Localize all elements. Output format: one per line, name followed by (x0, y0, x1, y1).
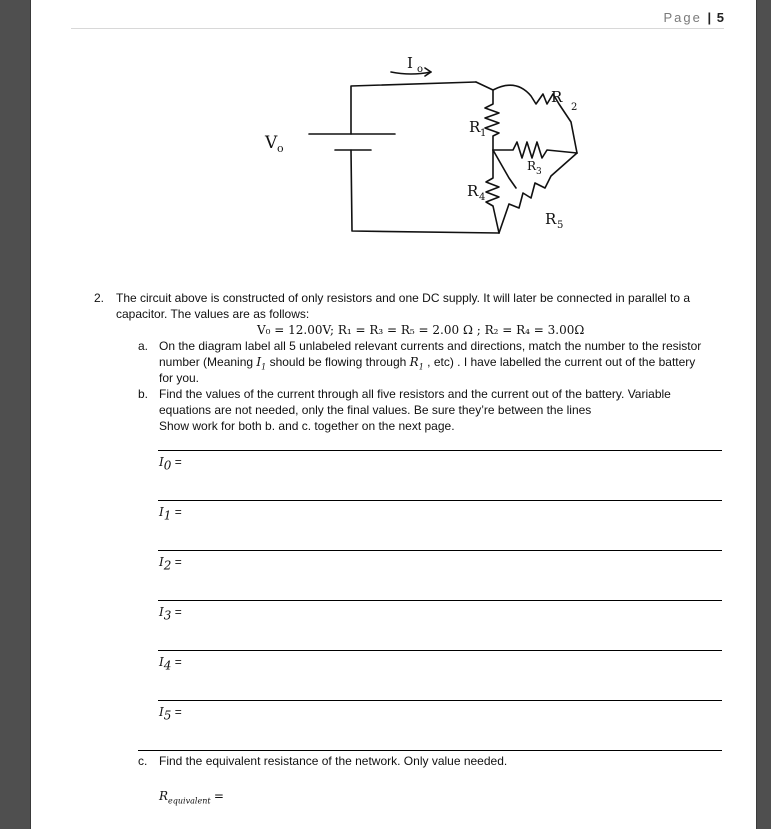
part-b-line-2: equations are not needed, only the final values. Be sure they’re between the lines (159, 403, 592, 417)
r1-label-sub: 1 (480, 128, 487, 139)
inline-r1-sub: 1 (418, 362, 424, 372)
answer-symbol: I (159, 705, 164, 719)
header-rule (71, 28, 724, 29)
inline-i1-sub: 1 (261, 362, 267, 372)
current-label: I (407, 54, 413, 72)
answer-eq: = (174, 455, 182, 469)
answer-line (158, 500, 722, 501)
part-a-line-2-pre: number (Meaning (159, 355, 257, 369)
answer-eq: = (174, 655, 182, 669)
resistor-r4 (486, 150, 499, 233)
viewer-frame-right (757, 0, 771, 829)
inline-i1: I (256, 355, 262, 369)
source-label-sub: o (277, 142, 284, 155)
r2-label: R (551, 88, 563, 106)
answer-eq: = (174, 555, 182, 569)
answer-label-i1 (159, 505, 182, 522)
answer-label-i5 (159, 705, 182, 722)
answer-label-i0 (159, 455, 182, 472)
answer-label-i3 (159, 605, 182, 622)
part-c-text: Find the equivalent resistance of the network. Only value needed. (159, 754, 508, 768)
answer-symbol: I (159, 555, 164, 569)
equivalent-symbol: R (159, 789, 169, 803)
part-a-line-1: On the diagram label all 5 unlabeled relevant currents and directions, match the number to the resistor (159, 339, 702, 353)
source-label: V (265, 133, 278, 153)
question-line-1: The circuit above is constructed of only resistors and one DC supply. It will later be connected in parallel to a (116, 291, 691, 305)
wire-top-left (351, 82, 476, 134)
resistor-r2 (493, 85, 577, 153)
r4-label: R (467, 182, 479, 200)
answer-line (158, 600, 722, 601)
document-page (30, 0, 757, 829)
answer-line (158, 650, 722, 651)
answer-sub: 2 (163, 558, 172, 573)
answer-eq: = (174, 505, 182, 519)
answer-line (158, 450, 722, 451)
answer-label-i2 (159, 555, 182, 572)
equivalent-eq: = (213, 789, 224, 803)
answer-sub: 0 (163, 458, 172, 473)
answer-line (158, 550, 722, 551)
part-b-line-1: Find the values of the current through all five resistors and the current out of the battery. Variable (159, 387, 671, 401)
inline-r1: R (409, 355, 419, 369)
answer-line (158, 700, 722, 701)
answer-symbol: I (159, 455, 164, 469)
answer-symbol: I (159, 505, 164, 519)
r5-label: R (545, 210, 557, 228)
answer-sub: 4 (163, 658, 172, 673)
part-b-marker: b. (138, 387, 149, 401)
page-number: 5 (716, 10, 724, 25)
circuit-diagram (231, 38, 591, 248)
question-line-2: capacitor. The values are as follows: (116, 307, 310, 321)
page-word: Page (663, 10, 702, 25)
resistor-r3 (493, 142, 577, 158)
equivalent-label (159, 788, 224, 809)
part-a-line-2-mid: should be flowing through (266, 355, 410, 369)
answer-sub: 3 (163, 608, 172, 623)
part-b-line-3: Show work for both b. and c. together on the next page. (159, 419, 455, 433)
answer-eq: = (174, 705, 182, 719)
r3-label: R (527, 159, 537, 173)
part-c-marker: c. (138, 754, 148, 768)
answer-sub: 5 (163, 708, 172, 723)
question-number: 2. (94, 291, 105, 305)
answer-label-i4 (159, 655, 182, 672)
viewer-frame-left (0, 0, 30, 829)
answer-symbol: I (159, 655, 164, 669)
r4-label-sub: 4 (479, 192, 486, 203)
r2-label-sub: 2 (571, 102, 578, 113)
page-header (664, 10, 725, 25)
resistor-r1 (476, 82, 499, 150)
answer-symbol: I (159, 605, 164, 619)
answer-sub: 1 (163, 508, 172, 523)
part-a-marker: a. (138, 339, 149, 353)
answer-eq: = (174, 605, 182, 619)
current-label-sub: o (417, 64, 424, 75)
part-a-line-2 (159, 354, 695, 375)
r5-label-sub: 5 (557, 220, 564, 231)
values-equation: V₀ = 12.00V; R₁ = R₃ = R₅ = 2.00 Ω ; R₂ = R₄ = 3.00Ω (257, 323, 585, 337)
r1-label: R (469, 118, 481, 136)
page-separator: | (707, 10, 712, 25)
current-arrow (391, 72, 431, 74)
answer-line (138, 750, 722, 751)
part-a-line-2-post: , etc) . I have labelled the current out of the battery (423, 355, 696, 369)
equivalent-sub: equivalent (168, 796, 211, 806)
wire-mid-branch (493, 150, 516, 188)
resistor-r5 (499, 153, 577, 233)
part-a-line-3: for you. (159, 371, 200, 385)
r3-label-sub: 3 (536, 167, 542, 177)
